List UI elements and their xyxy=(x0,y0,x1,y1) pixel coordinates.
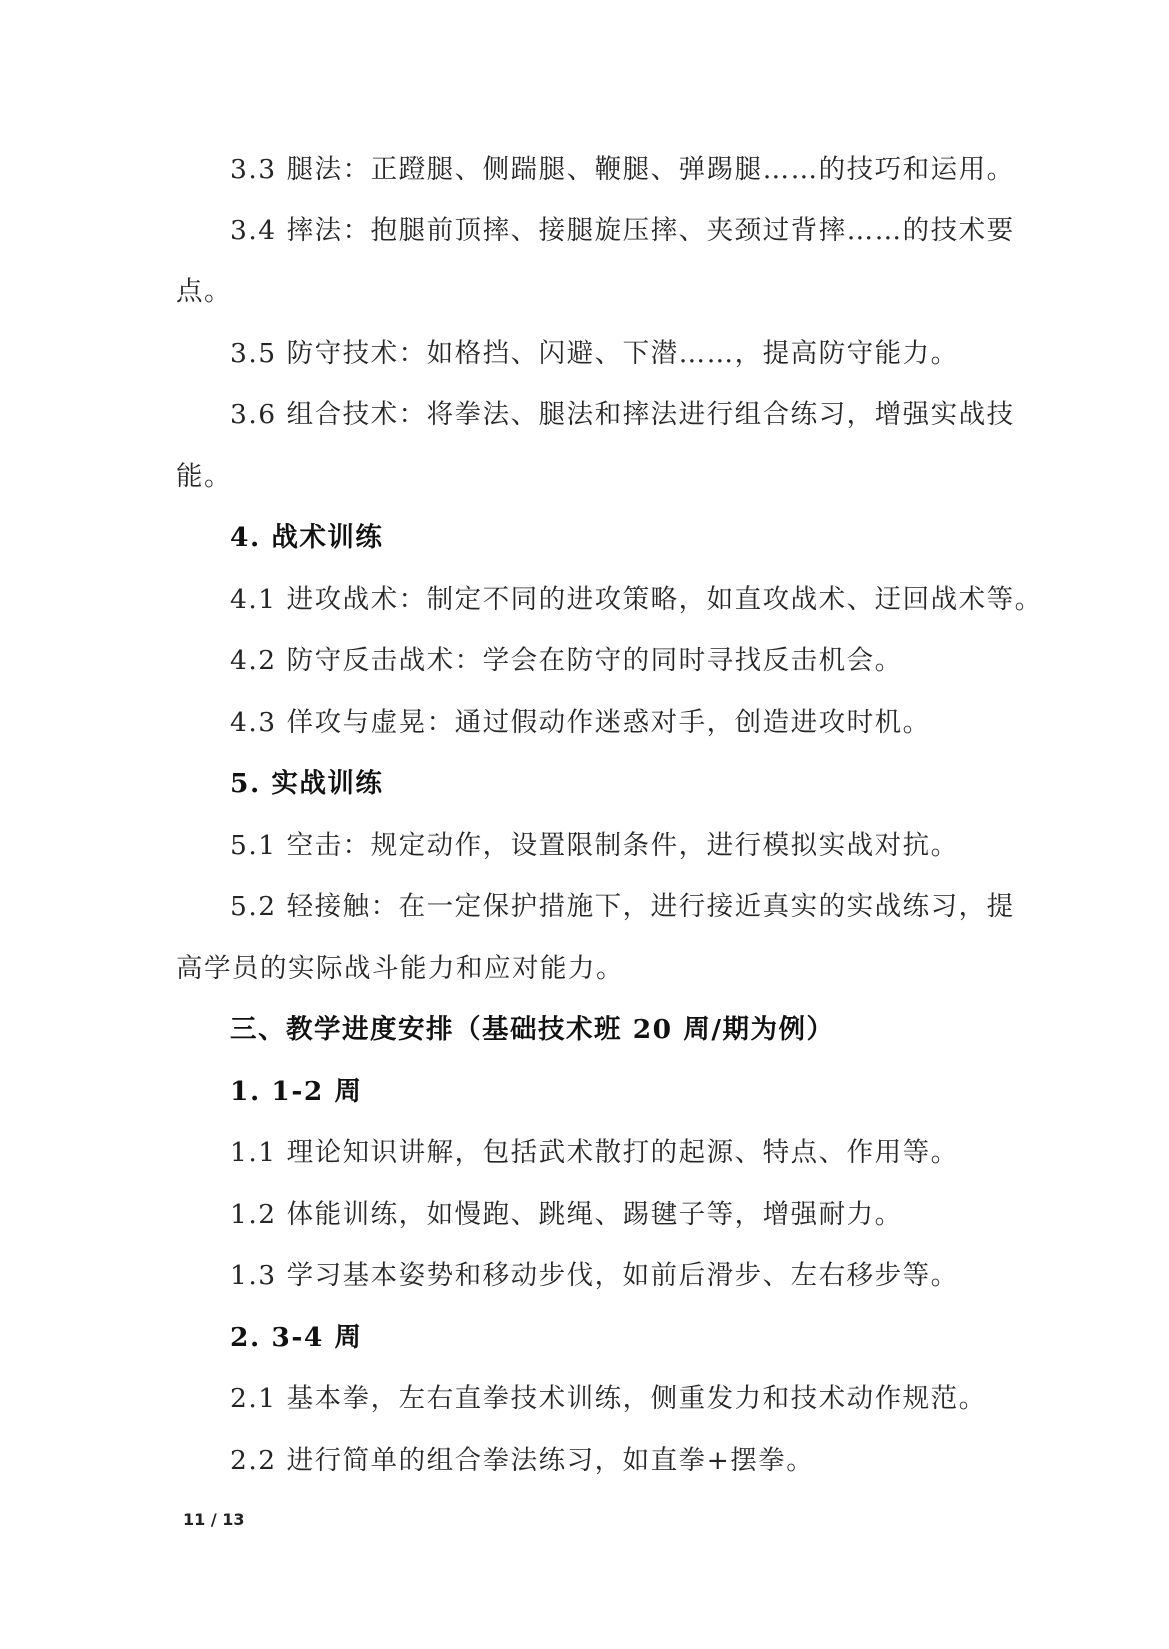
paragraph-line: 3.3 腿法：正蹬腿、侧踹腿、鞭腿、弹踢腿……的技巧和运用。 xyxy=(230,154,1015,185)
paragraph-line: 4.3 佯攻与虚晃：通过假动作迷惑对手，创造进攻时机。 xyxy=(230,707,931,738)
paragraph-line: 3.5 防守技术：如格挡、闪避、下潜……，提高防守能力。 xyxy=(230,338,959,369)
paragraph-line: 高学员的实际战斗能力和应对能力。 xyxy=(176,953,624,984)
page-number: 11 / 13 xyxy=(183,1510,245,1529)
section-heading: 5. 实战训练 xyxy=(230,768,384,799)
paragraph-line: 点。 xyxy=(176,276,232,307)
section-heading: 4. 战术训练 xyxy=(230,522,384,553)
paragraph-line: 1.2 体能训练，如慢跑、跳绳、踢毽子等，增强耐力。 xyxy=(230,1199,903,1230)
paragraph-line: 2.2 进行简单的组合拳法练习，如直拳+摆拳。 xyxy=(230,1445,815,1476)
paragraph-line: 5.1 空击：规定动作，设置限制条件，进行模拟实战对抗。 xyxy=(230,830,959,861)
paragraph-line: 3.4 摔法：抱腿前顶摔、接腿旋压摔、夹颈过背摔……的技术要 xyxy=(230,215,1015,246)
paragraph-line: 3.6 组合技术：将拳法、腿法和摔法进行组合练习，增强实战技 xyxy=(230,399,1015,430)
paragraph-line: 能。 xyxy=(176,461,232,492)
paragraph-line: 5.2 轻接触：在一定保护措施下，进行接近真实的实战练习，提 xyxy=(230,891,1015,922)
section-heading: 2. 3-4 周 xyxy=(230,1322,363,1353)
paragraph-line: 4.1 进攻战术：制定不同的进攻策略，如直攻战术、迂回战术等。 xyxy=(230,584,1043,615)
paragraph-line: 4.2 防守反击战术：学会在防守的同时寻找反击机会。 xyxy=(230,645,903,676)
paragraph-line: 1.3 学习基本姿势和移动步伐，如前后滑步、左右移步等。 xyxy=(230,1260,959,1291)
section-heading: 1. 1-2 周 xyxy=(230,1076,363,1107)
paragraph-line: 2.1 基本拳，左右直拳技术训练，侧重发力和技术动作规范。 xyxy=(230,1383,987,1414)
chapter-heading: 三、教学进度安排（基础技术班 20 周/期为例） xyxy=(230,1014,835,1045)
paragraph-line: 1.1 理论知识讲解，包括武术散打的起源、特点、作用等。 xyxy=(230,1137,959,1168)
